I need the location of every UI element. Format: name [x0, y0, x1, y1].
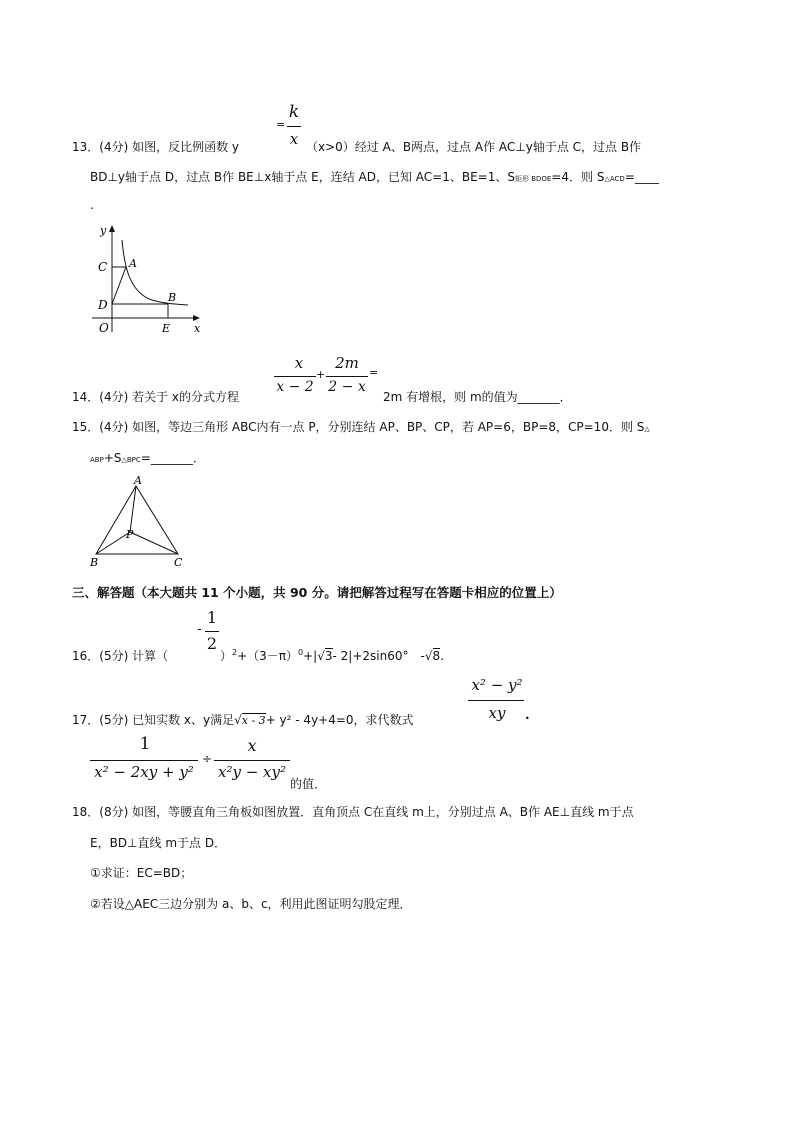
q13-line2-text-b: =4．则 S [551, 170, 605, 184]
q17-sqrt-sign: √ [234, 713, 242, 727]
q18-line1: 18．(8分) 如图，等腰直角三角板如图放置．直角顶点 C在直线 m上，分别过点 A、B作 AE⊥直线 m于点 [72, 805, 634, 819]
q17-frac2-bar [90, 760, 198, 761]
segment-ad [112, 267, 126, 304]
q17-frac2-den: x² − 2xy + y² [94, 763, 194, 781]
q16-sqrt3-sign: √ [317, 649, 325, 663]
q17-frac-bar [468, 700, 524, 701]
q14-frac1-bar [274, 376, 316, 377]
q16-exp2: 0 [298, 648, 304, 657]
label-b: B [90, 556, 99, 569]
q13-fraction-denominator: x [289, 130, 299, 148]
q13-fraction-bar [287, 126, 301, 127]
segment-bp [96, 532, 130, 554]
q17-text-a: 17．(5分) 已知实数 x、y满足 [72, 713, 235, 727]
label-a: A [134, 474, 142, 487]
label-c: C [98, 260, 108, 274]
rect-bdoe [112, 304, 168, 318]
q13-line2-sub: 矩形 BDOE [514, 175, 552, 183]
q16-exp1: 2 [232, 648, 238, 657]
label-b: B [168, 291, 177, 304]
q16-half-bar [205, 631, 219, 632]
q14-frac2-num: 2m [335, 354, 359, 372]
q13-line2-text: BD⊥y轴于点 D，过点 B作 BE⊥x轴于点 E，连结 AD，已知 AC=1、BE=1、S [90, 170, 515, 184]
q16-half-num: 1 [206, 608, 218, 627]
hyperbola-curve [122, 240, 188, 305]
q13-line2 [90, 168, 659, 185]
label-e: E [162, 322, 171, 335]
q13-fraction-numerator: k [288, 102, 300, 122]
q13-line2-text-c: =____ [624, 170, 659, 184]
label-o: O [99, 321, 109, 335]
q16-half-den: 2 [206, 634, 218, 653]
q13-line2-sub2: △ACD [604, 175, 625, 183]
q17-frac-num: x² − y² [471, 676, 523, 694]
q16-sqrt8-sign: √ [424, 649, 433, 663]
q14-equals: = [369, 366, 379, 379]
q15-line2-text-b: =_______． [140, 451, 205, 465]
x-axis-arrow [193, 315, 200, 321]
label-c: C [174, 556, 183, 569]
q14-text-a: 14．(4分) 若关于 x的分式方程 [72, 390, 239, 404]
q16-sqrt3: 3 [324, 649, 333, 663]
segment-ap [130, 486, 136, 532]
q15-line2-text-a: +S [103, 451, 122, 465]
q17-text-c: 的值． [290, 777, 327, 791]
q15-line1-sub: △ [644, 425, 650, 433]
q13-line1-b: （x>0）经过 A、B两点，过点 A作 AC⊥y轴于点 C，过点 B作 [306, 140, 642, 154]
q13-equals: = [276, 118, 286, 131]
q15-line2-sub2: △BPC [121, 456, 141, 464]
section3-heading: 三、解答题（本大题共 11 个小题，共 90 分。请把解答过程写在答题卡相应的位置上） [72, 585, 562, 600]
q15-line1 [72, 418, 650, 435]
q13-line1-a: 13．(4分) 如图，反比例函数 y [72, 140, 239, 154]
q18-item2: ②若设△AEC三边分别为 a、b、c，利用此图证明勾股定理． [90, 897, 412, 911]
q17-frac3-den: x²y − xy² [218, 763, 286, 781]
q16-text-c: +（3－π） [237, 649, 299, 663]
q14-frac2-den: 2 − x [328, 379, 366, 395]
q18-line2: E，BD⊥直线 m于点 D． [90, 836, 227, 850]
label-p: P [126, 528, 134, 541]
q17-frac-den: xy [488, 704, 506, 722]
q13-line3: . [90, 198, 94, 212]
q18-item1: ①求证：EC=BD； [90, 866, 193, 880]
q14-plus: + [316, 368, 326, 381]
q13-figure [92, 222, 212, 340]
q17-text-b: + y² - 4y+4=0，求代数式 [265, 713, 414, 727]
q17-line1 [72, 711, 414, 728]
q16-rest [220, 647, 444, 664]
q15-line2 [90, 449, 205, 466]
q16-text-d: +| [303, 649, 318, 663]
q14-frac2-bar [326, 376, 368, 377]
q17-frac3-num: x [247, 736, 257, 755]
label-a: A [129, 257, 137, 270]
q17-div: ÷ [202, 752, 213, 766]
label-x: x [194, 322, 201, 335]
q17-dot: . [525, 708, 530, 722]
triangle-abc [96, 486, 178, 554]
q17-frac3-bar [214, 760, 290, 761]
q15-line2-sub: ABP [90, 456, 104, 464]
q15-figure [88, 474, 188, 570]
q16-text-e: - 2|+2sin60° - [332, 649, 425, 663]
q16-text-f: . [440, 649, 444, 663]
q16-text-a: 16．(5分) 计算（ [72, 649, 169, 663]
y-axis-arrow [109, 225, 115, 232]
q16-minus: - [197, 622, 202, 637]
q14-frac1-den: x − 2 [276, 379, 314, 395]
label-y: y [100, 224, 107, 237]
label-d: D [98, 298, 108, 312]
q14-frac1-num: x [294, 354, 304, 372]
q16-sqrt8: 8 [432, 649, 441, 663]
q17-sqrt-expr: x - 3 [241, 714, 266, 727]
q15-line1-text: 15．(4分) 如图，等边三角形 ABC内有一点 P，分别连结 AP、BP、CP，若 AP=6，BP=8，CP=10．则 S [72, 420, 645, 434]
q17-frac2-num: 1 [139, 734, 151, 754]
q14-text-b: 2m 有增根，则 m的值为_______． [383, 390, 572, 404]
q16-text-b: ） [220, 649, 233, 663]
